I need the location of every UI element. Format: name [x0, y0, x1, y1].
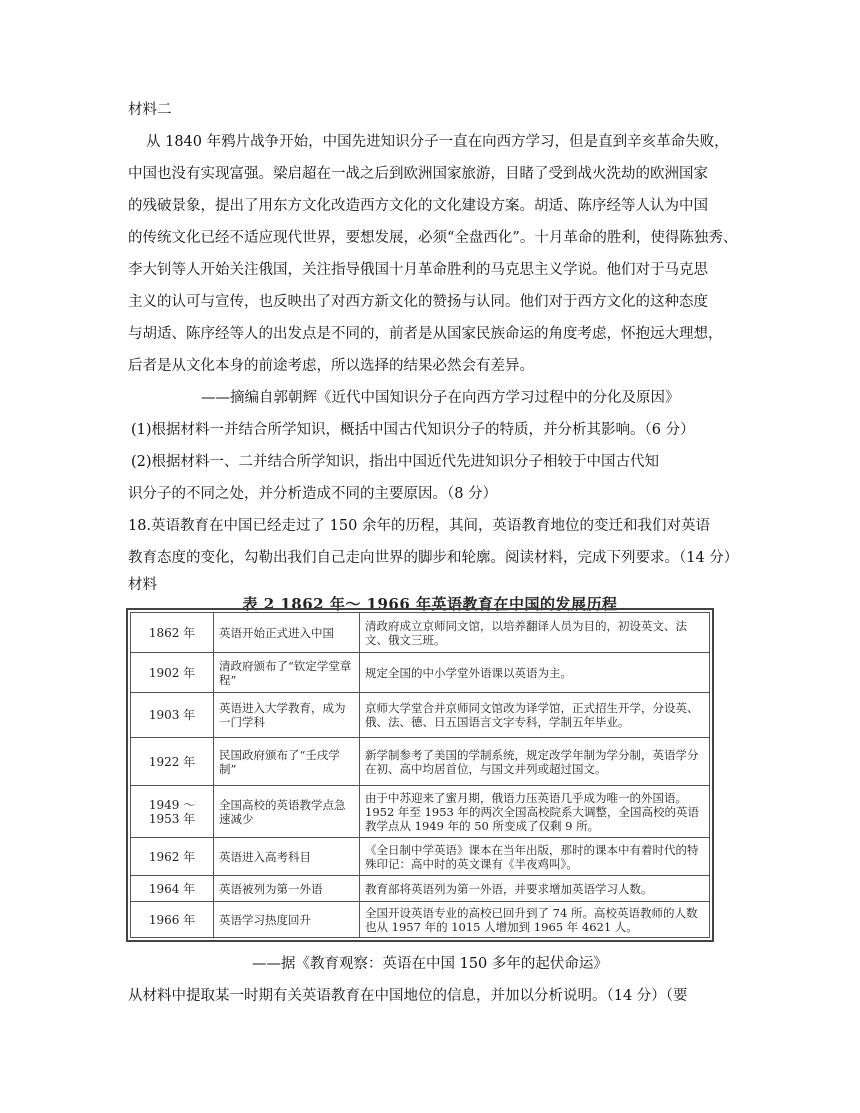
detail-cell: 京师大学堂合并京师同文馆改为译学馆，正式招生开学，分设英、俄、法、德、日五国语言文字专科，学制五年毕业。 [360, 693, 710, 738]
passage-source: ——摘编自郭朝辉《近代中国知识分子在向西方学习过程中的分化及原因》 [201, 390, 680, 406]
year-cell: 1966 年 [131, 902, 214, 938]
passage-line: 与胡适、陈序经等人的出发点是不同的，前者是从国家民族命运的角度考虑，怀抱远大理想， [128, 326, 723, 342]
detail-cell: 《全日制中学英语》课本在当年出版，那时的课本中有着时代的特殊印记：高中时的英文课有《半夜鸡叫》。 [360, 838, 710, 876]
question-17-2-cont: 识分子的不同之处，并分析造成不同的主要原因。（8 分） [128, 486, 498, 502]
event-cell: 全国高校的英语教学点急速减少 [214, 786, 360, 838]
table-row [131, 838, 710, 876]
event-cell: 英语进入大学教育，成为一门学科 [214, 693, 360, 738]
passage-line: 从 1840 年鸦片战争开始，中国先进知识分子一直在向西方学习，但是直到辛亥革命失败， [146, 134, 729, 150]
year-cell: 1903 年 [131, 693, 214, 738]
year-cell: 1964 年 [131, 876, 214, 902]
question-18-intro: 18.英语教育在中国已经走过了 150 余年的历程，其间，英语教育地位的变迁和我们对英语 [128, 518, 710, 534]
event-cell: 英语进入高考科目 [214, 838, 360, 876]
table-title: 表 2 1862 年～ 1966 年英语教育在中国的发展历程 [242, 595, 618, 613]
table-row [131, 876, 710, 902]
passage-line: 后者是从文化本身的前途考虑，所以选择的结果必然会有差异。 [128, 358, 534, 374]
table-row [131, 693, 710, 738]
event-cell: 英语开始正式进入中国 [214, 613, 360, 653]
event-cell: 英语学习热度回升 [214, 902, 360, 938]
table-row [131, 786, 710, 838]
table-row [131, 902, 710, 938]
passage-line: 的传统文化已经不适应现代世界，要想发展，必须“全盘西化”。十月革命的胜利，使得陈独秀、 [128, 230, 738, 246]
year-cell: 1902 年 [131, 653, 214, 693]
question-17-2: (2)根据材料一、二并结合所学知识，指出中国近代先进知识分子相较于中国古代知 [131, 454, 660, 470]
detail-cell: 清政府成立京师同文馆，以培养翻译人员为目的，初设英文、法文、俄文三班。 [360, 613, 710, 653]
table-source: ——据《教育观察：英语在中国 150 多年的起伏命运》 [252, 956, 608, 972]
event-cell: 英语被列为第一外语 [214, 876, 360, 902]
english-education-table [130, 612, 710, 938]
material-label: 材料 [128, 577, 157, 593]
year-cell: 1922 年 [131, 738, 214, 786]
table-row [131, 738, 710, 786]
passage-line: 中国也没有实现富强。梁启超在一战之后到欧洲国家旅游，目睹了受到战火洗劫的欧洲国家 [128, 166, 708, 182]
event-cell: 清政府颁布了“钦定学堂章程” [214, 653, 360, 693]
event-cell: 民国政府颁布了“壬戌学制” [214, 738, 360, 786]
question-17-1: (1)根据材料一并结合所学知识，概括中国古代知识分子的特质，并分析其影响。（6 分） [131, 422, 695, 438]
detail-cell: 全国开设英语专业的高校已回升到了 74 所。高校英语教师的人数也从 1957 年的 1015 人增加到 1965 年 4621 人。 [360, 902, 710, 938]
detail-cell: 新学制参考了美国的学制系统，规定改学年制为学分制，英语学分在初、高中均居首位，与国文并列或超过国文。 [360, 738, 710, 786]
detail-cell: 由于中苏迎来了蜜月期，俄语力压英语几乎成为唯一的外国语。1952 年至 1953 年的两次全国高校院系大调整，全国高校的英语教学点从 1949 年的 50 所变成了仅剩 9 所。 [360, 786, 710, 838]
year-cell: 1862 年 [131, 613, 214, 653]
material-two-heading: 材料二 [128, 102, 172, 118]
question-18-intro-cont: 教育态度的变化，勾勒出我们自己走向世界的脚步和轮廓。阅读材料，完成下列要求。（14 分） [128, 550, 739, 566]
detail-cell: 教育部将英语列为第一外语，并要求增加英语学习人数。 [360, 876, 710, 902]
detail-cell: 规定全国的中小学堂外语课以英语为主。 [360, 653, 710, 693]
passage-line: 主义的认可与宣传，也反映出了对西方新文化的赞扬与认同。他们对于西方文化的这种态度 [128, 294, 708, 310]
table-row [131, 653, 710, 693]
passage-line: 李大钊等人开始关注俄国，关注指导俄国十月革命胜利的马克思主义学说。他们对于马克思 [128, 262, 708, 278]
question-18-prompt: 从材料中提取某一时期有关英语教育在中国地位的信息，并加以分析说明。（14 分）（要 [128, 988, 688, 1004]
passage-line: 的残破景象，提出了用东方文化改造西方文化的文化建设方案。胡适、陈序经等人认为中国 [128, 198, 708, 214]
year-cell: 1949 ～ 1953 年 [131, 786, 214, 838]
table-row [131, 613, 710, 653]
year-cell: 1962 年 [131, 838, 214, 876]
